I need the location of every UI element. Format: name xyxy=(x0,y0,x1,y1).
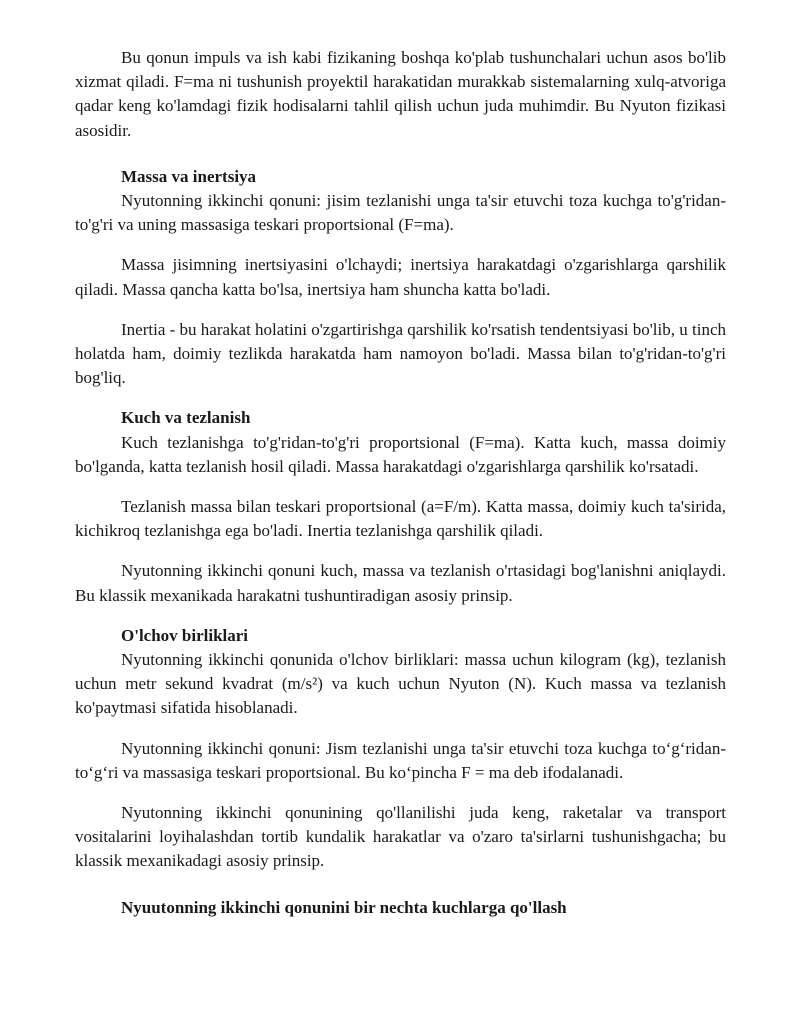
paragraph-acceleration: Tezlanish massa bilan teskari proportsional (a=F/m). Katta massa, doimiy kuch ta'sirida, kichikroq tezlanishga ega bo'ladi. Inertia tezlanishga qarshilik qiladi. xyxy=(75,497,726,541)
section-heading-force-acceleration: Kuch va tezlanish xyxy=(121,408,251,428)
paragraph-force: Kuch tezlanishga to'g'ridan-to'g'ri proportsional (F=ma). Katta kuch, massa doimiy bo'lganda, katta tezlanish hosil qiladi. Massa harakatdagi o'zgarishlarga qarshilik ko'rsatadi. xyxy=(75,432,726,476)
section-heading-mass-inertia: Massa va inertsiya xyxy=(121,166,257,186)
paragraph-law-statement: Nyutonning ikkinchi qonuni: Jism tezlanishi unga ta'sir etuvchi toza kuchga to‘g‘ridan-to‘g‘ri va massasiga teskari proportsional. Bu ko‘pincha F = ma deb ifodalanadi. xyxy=(75,738,726,782)
paragraph-inertia: Inertia - bu harakat holatini o'zgartirishga qarshilik ko'rsatish tendentsiyasi bo'lib, u tinch holatda ham, doimiy tezlikda harakatda ham namoyon bo'ladi. Massa bilan to'g'ridan-to'g'ri bog'liq. xyxy=(75,319,726,388)
paragraph-mass: Massa jisimning inertsiyasini o'lchaydi; inertsiya harakatdagi o'zgarishlarga qarshilik qiladi. Massa qancha katta bo'lsa, inertsiya ham shuncha katta bo'ladi. xyxy=(75,255,726,299)
paragraph-applications: Nyutonning ikkinchi qonunining qo'llanilishi juda keng, raketalar va transport vositalarini loyihalashdan tortib kundalik harakatlar va o'zaro ta'sirlarni tushunishgacha; bu klassik mexanikadagi asosiy prinsip. xyxy=(75,803,726,871)
paragraph-intro: Bu qonun impuls va ish kabi fizikaning boshqa ko'plab tushunchalari uchun asos bo'lib xizmat qiladi. F=ma ni tushunish proyektil harakatidan murakkab sistemalarning xulq-atvoriga qadar keng ko'lamdagi fizik hodisalarni tahlil qilish uchun juda muhimdir. Bu Nyuton fizikasi asosidir. xyxy=(75,48,726,140)
section-heading-multiple-forces: Nyuutonning ikkinchi qonunini bir nechta kuchlarga qo'llash xyxy=(121,897,567,917)
section-heading-units: O'lchov birliklari xyxy=(121,625,249,645)
paragraph-relationship: Nyutonning ikkinchi qonuni kuch, massa va tezlanish o'rtasidagi bog'lanishni aniqlaydi. Bu klassik mexanikada harakatni tushuntiradigan asosiy prinsip. xyxy=(75,561,726,605)
paragraph-second-law: Nyutonning ikkinchi qonuni: jisim tezlanishi unga ta'sir etuvchi toza kuchga to'g'ridan-to'g'ri va uning massasiga teskari proportsional (F=ma). xyxy=(75,191,726,235)
paragraph-units: Nyutonning ikkinchi qonunida o'lchov birliklari: massa uchun kilogram (kg), tezlanish uchun metr sekund kvadrat (m/s²) va kuch uchun Nyuton (N). Kuch massa va tezlanish ko'paytmasi sifatida hisoblanadi. xyxy=(75,650,726,718)
